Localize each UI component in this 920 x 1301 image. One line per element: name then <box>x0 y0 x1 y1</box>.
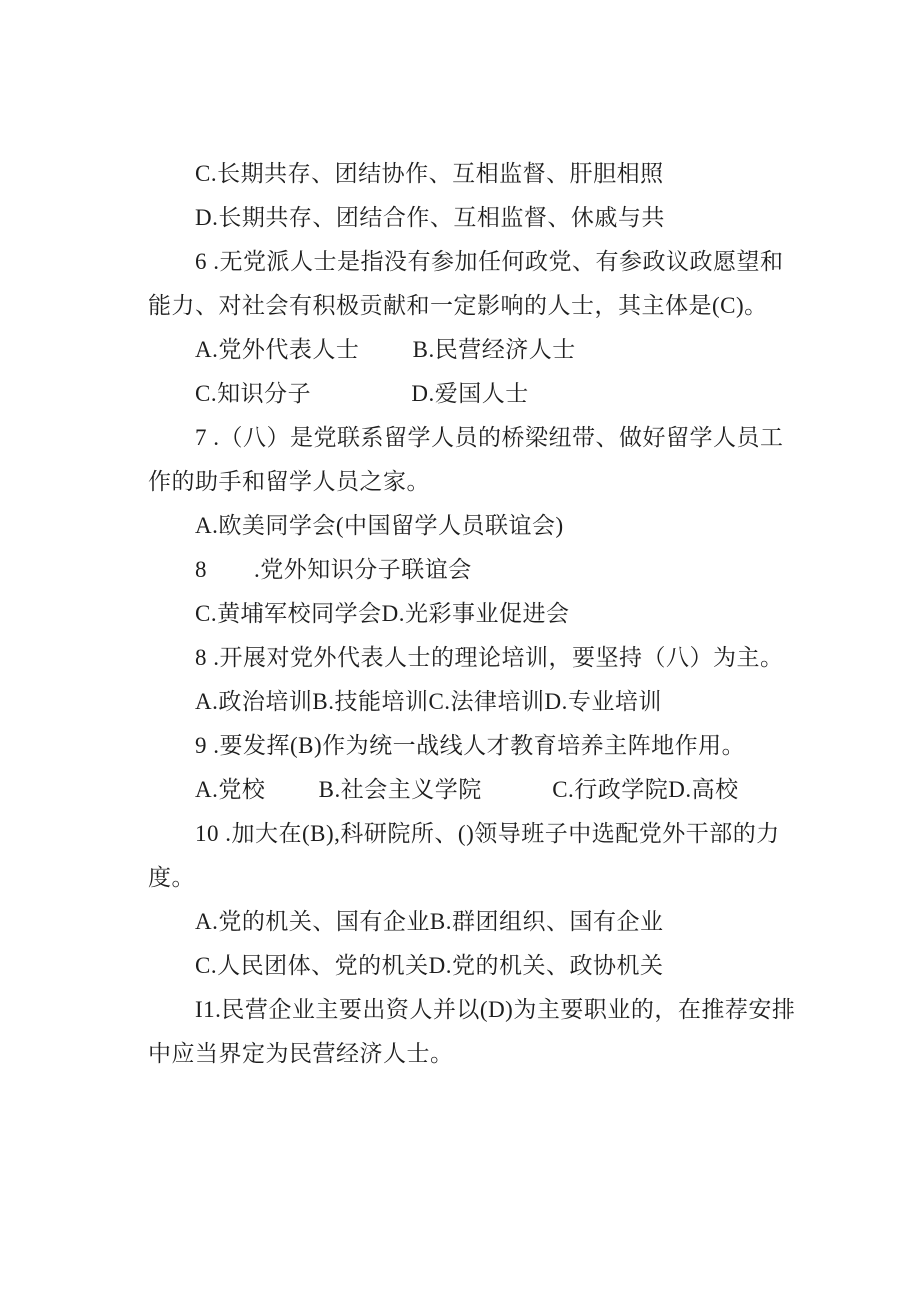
text-line: 度。 <box>148 865 195 890</box>
document-body <box>148 152 828 1076</box>
text-line: D.长期共存、团结合作、互相监督、休戚与共 <box>195 205 665 230</box>
text-line: A.欧美同学会(中国留学人员联谊会) <box>195 513 564 538</box>
text-line: 中应当界定为民营经济人士。 <box>148 1041 454 1066</box>
text-line: 7 .（八）是党联系留学人员的桥梁纽带、做好留学人员工 <box>195 425 784 450</box>
text-line: C.黄埔军校同学会D.光彩事业促进会 <box>195 601 570 626</box>
text-line: A.党校 B.社会主义学院 C.行政学院D.高校 <box>195 777 739 802</box>
text-line: A.党外代表人士 B.民营经济人士 <box>195 337 576 362</box>
text-line: A.党的机关、国有企业B.群团组织、国有企业 <box>195 909 664 934</box>
text-line: A.政治培训B.技能培训C.法律培训D.专业培训 <box>195 689 662 714</box>
text-line: 6 .无党派人士是指没有参加任何政党、有参政议政愿望和 <box>195 249 784 274</box>
text-line: 8 .开展对党外代表人士的理论培训，要坚持（八）为主。 <box>195 645 784 670</box>
text-line: 能力、对社会有积极贡献和一定影响的人士，其主体是(C)。 <box>148 293 768 318</box>
text-line: C.知识分子 D.爱国人士 <box>195 381 529 406</box>
text-line: 作的助手和留学人员之家。 <box>148 469 430 494</box>
text-line: 10 .加大在(B),科研院所、()领导班子中选配党外干部的力 <box>195 821 780 846</box>
text-line: 9 .要发挥(B)作为统一战线人才教育培养主阵地作用。 <box>195 733 746 758</box>
text-line: I1.民营企业主要出资人并以(D)为主要职业的，在推荐安排 <box>195 997 796 1022</box>
text-line: C.长期共存、团结协作、互相监督、肝胆相照 <box>195 161 664 186</box>
text-line: C.人民团体、党的机关D.党的机关、政协机关 <box>195 953 664 978</box>
text-line: 8 .党外知识分子联谊会 <box>195 557 472 582</box>
